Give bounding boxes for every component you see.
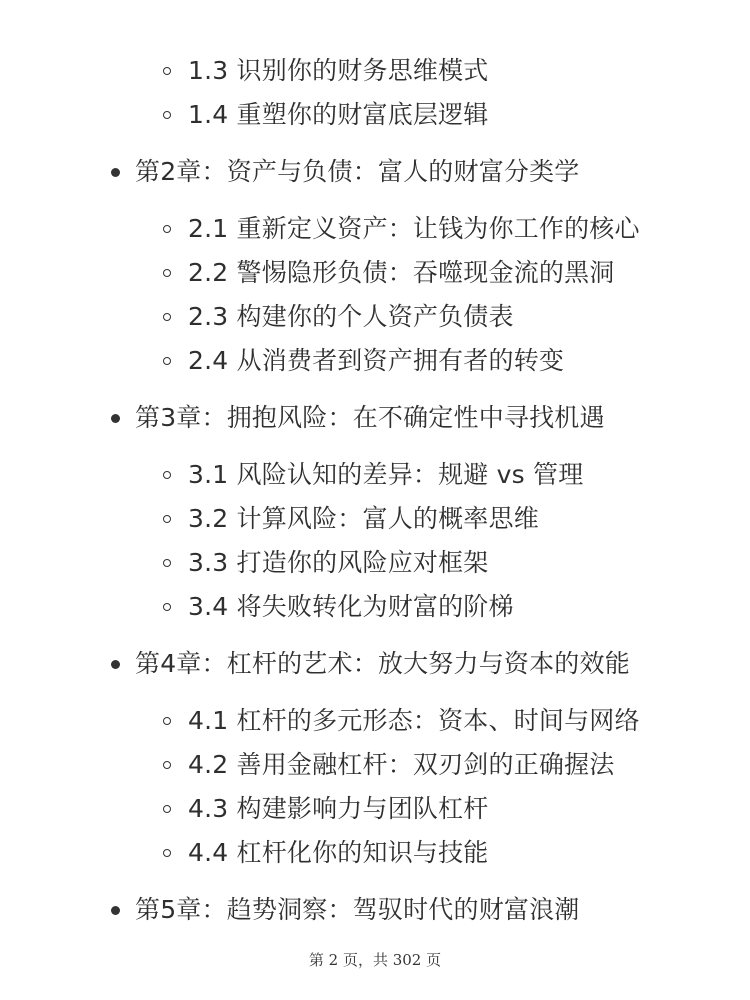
toc-chapter-item: 第5章：趋势洞察：驾驭时代的财富浪潮 — [135, 895, 580, 924]
toc-section-item: 4.1 杠杆的多元形态：资本、时间与网络 — [188, 706, 640, 735]
toc-section-item: 2.2 警惕隐形负债：吞噬现金流的黑洞 — [188, 258, 615, 287]
page-number-footer: 第 2 页，共 302 页 — [308, 951, 442, 969]
hollow-bullet-icon — [163, 805, 171, 813]
filled-bullet-icon — [111, 168, 120, 177]
toc-section-item: 3.1 风险认知的差异：规避 vs 管理 — [188, 460, 584, 489]
hollow-bullet-icon — [163, 357, 171, 365]
toc-section-item: 3.2 计算风险：富人的概率思维 — [188, 504, 539, 533]
filled-bullet-icon — [111, 414, 120, 423]
hollow-bullet-icon — [163, 559, 171, 567]
hollow-bullet-icon — [163, 471, 171, 479]
hollow-bullet-icon — [163, 603, 171, 611]
hollow-bullet-icon — [163, 515, 171, 523]
hollow-bullet-icon — [163, 225, 171, 233]
toc-section-item: 2.3 构建你的个人资产负债表 — [188, 302, 514, 331]
toc-section-item: 2.1 重新定义资产：让钱为你工作的核心 — [188, 214, 640, 243]
toc-section-item: 3.4 将失败转化为财富的阶梯 — [188, 592, 514, 621]
toc-section-item: 1.3 识别你的财务思维模式 — [188, 56, 489, 85]
toc-section-item: 1.4 重塑你的财富底层逻辑 — [188, 100, 489, 129]
hollow-bullet-icon — [163, 717, 171, 725]
hollow-bullet-icon — [163, 111, 171, 119]
toc-chapter-item: 第3章：拥抱风险：在不确定性中寻找机遇 — [135, 403, 605, 432]
filled-bullet-icon — [111, 906, 120, 915]
hollow-bullet-icon — [163, 761, 171, 769]
toc-section-item: 2.4 从消费者到资产拥有者的转变 — [188, 346, 565, 375]
toc-section-item: 4.2 善用金融杠杆：双刃剑的正确握法 — [188, 750, 615, 779]
toc-section-item: 3.3 打造你的风险应对框架 — [188, 548, 489, 577]
hollow-bullet-icon — [163, 67, 171, 75]
hollow-bullet-icon — [163, 269, 171, 277]
toc-chapter-item: 第4章：杠杆的艺术：放大努力与资本的效能 — [135, 649, 630, 678]
hollow-bullet-icon — [163, 849, 171, 857]
filled-bullet-icon — [111, 660, 120, 669]
toc-section-item: 4.4 杠杆化你的知识与技能 — [188, 838, 489, 867]
toc-section-item: 4.3 构建影响力与团队杠杆 — [188, 794, 489, 823]
toc-chapter-item: 第2章：资产与负债：富人的财富分类学 — [135, 157, 580, 186]
hollow-bullet-icon — [163, 313, 171, 321]
